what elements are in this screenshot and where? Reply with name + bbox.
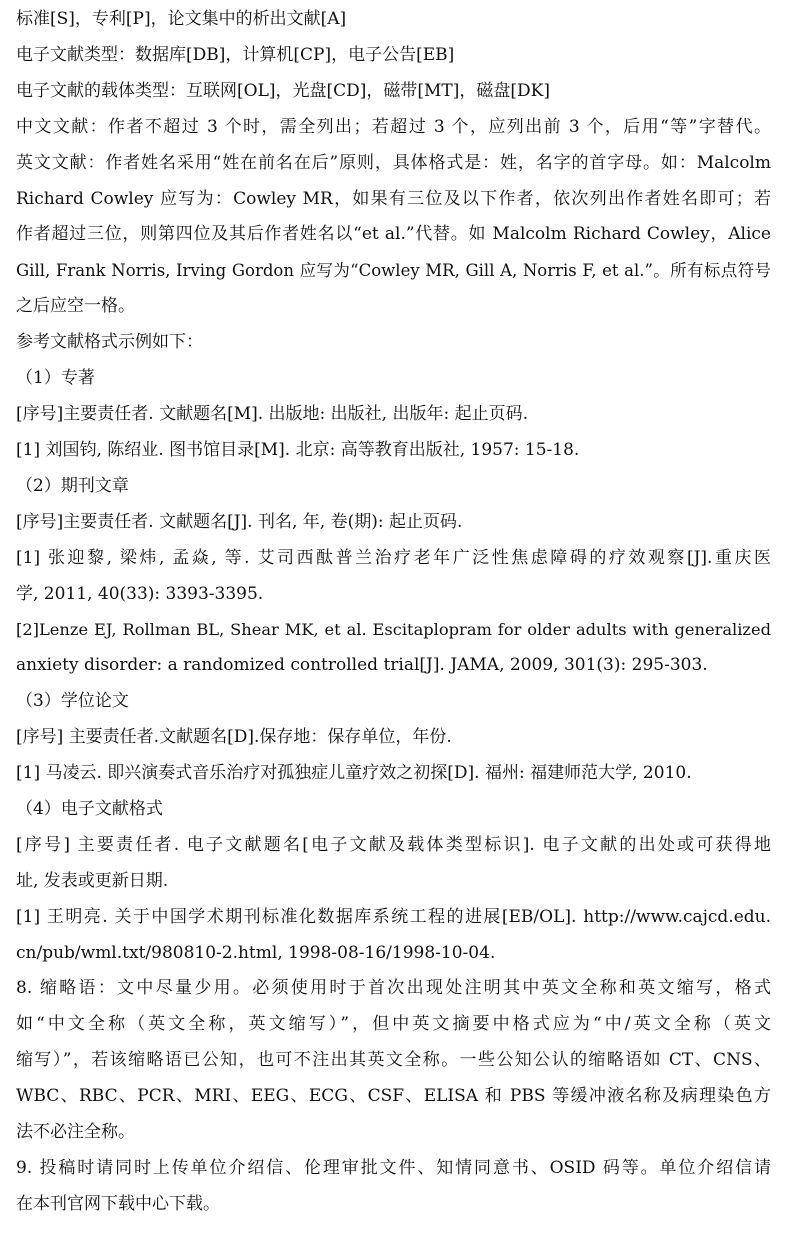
- text-line: [1] 刘国钧, 陈绍业. 图书馆目录[M]. 北京: 高等教育出版社, 1957: 15-18.: [16, 439, 580, 460]
- text-line: 电子文献的载体类型：互联网[OL]，光盘[CD]，磁带[MT]，磁盘[DK]: [16, 80, 550, 101]
- text-line: [1] 马凌云. 即兴演奏式音乐治疗对孤独症儿童疗效之初探[D]. 福州: 福建师范大学, 2010.: [16, 763, 692, 784]
- text-line: WBC、RBC、PCR、MRI、EEG、ECG、CSF、ELISA 和 PBS 等缓冲液名称及病理染色方: [16, 1086, 771, 1107]
- text-line: 缩写）”，若该缩略语已公知，也可不注出其英文全称。一些公知公认的缩略语如 CT、CNS、: [16, 1050, 771, 1071]
- text-line: Richard Cowley 应写为：Cowley MR，如果有三位及以下作者，依次列出作者姓名即可；若: [16, 188, 771, 209]
- text-line: 学, 2011, 40(33): 3393-3395.: [16, 583, 264, 604]
- text-line: （2）期刊文章: [16, 475, 129, 496]
- text-line: 之后应空一格。: [16, 296, 135, 317]
- text-line: 参考文献格式示例如下：: [16, 332, 203, 353]
- text-line: 法不必注全称。: [16, 1122, 135, 1143]
- text-line: anxiety disorder: a randomized controlled trial[J]. JAMA, 2009, 301(3): 295-303.: [16, 655, 708, 676]
- text-line: 中文文献：作者不超过 3 个时，需全列出；若超过 3 个，应列出前 3 个，后用“等”字替代。: [16, 116, 771, 137]
- text-line: [1] 王明亮. 关于中国学术期刊标准化数据库系统工程的进展[EB/OL]. http://www.cajcd.edu.: [16, 906, 771, 927]
- text-line: cn/pub/wml.txt/980810-2.html, 1998-08-16/1998-10-04.: [16, 942, 496, 963]
- text-line: Gill, Frank Norris, Irving Gordon 应写为“Cowley MR, Gill A, Norris F, et al.”。所有标点符号: [16, 261, 771, 281]
- text-line: 在本刊官网下载中心下载。: [16, 1193, 220, 1214]
- text-line: （1）专著: [16, 368, 95, 389]
- text-line: [序号]主要责任者. 文献题名[J]. 刊名, 年, 卷(期): 起止页码.: [16, 511, 463, 532]
- text-line: 8. 缩略语：文中尽量少用。必须使用时于首次出现处注明其中英文全称和英文缩写，格式: [16, 978, 771, 999]
- text-line: [序号]主要责任者. 文献题名[M]. 出版地: 出版社, 出版年: 起止页码.: [16, 403, 529, 424]
- text-line: 英文文献：作者姓名采用“姓在前名在后”原则，具体格式是：姓，名字的首字母。如：Malcolm: [16, 152, 771, 173]
- text-line: 址, 发表或更新日期.: [16, 870, 169, 891]
- text-line: 作者超过三位，则第四位及其后作者姓名以“et al.”代替。如 Malcolm Richard Cowley，Alice: [16, 224, 771, 245]
- text-line: 如“中文全称（英文全称，英文缩写）”，但中英文摘要中格式应为“中/英文全称（英文: [16, 1014, 771, 1035]
- text-line: （4）电子文献格式: [16, 798, 163, 819]
- text-line: 9. 投稿时请同时上传单位介绍信、伦理审批文件、知情同意书、OSID 码等。单位介绍信请: [16, 1158, 771, 1178]
- text-line: [2]Lenze EJ, Rollman BL, Shear MK, et al. Escitaplopram for older adults with generalized: [16, 620, 771, 640]
- text-line: [序号] 主要责任者. 电子文献题名[电子文献及载体类型标识]. 电子文献的出处或可获得地: [16, 834, 771, 855]
- text-line: [序号] 主要责任者.文献题名[D].保存地：保存单位，年份.: [16, 727, 452, 748]
- text-line: 标准[S]，专利[P]，论文集中的析出文献[A]: [16, 9, 347, 29]
- text-line: [1] 张迎黎, 梁炜, 孟焱, 等. 艾司西酞普兰治疗老年广泛性焦虑障碍的疗效观察[J].重庆医: [16, 547, 771, 568]
- text-line: （3）学位论文: [16, 691, 129, 712]
- text-line: 电子文献类型：数据库[DB]，计算机[CP]，电子公告[EB]: [16, 44, 455, 65]
